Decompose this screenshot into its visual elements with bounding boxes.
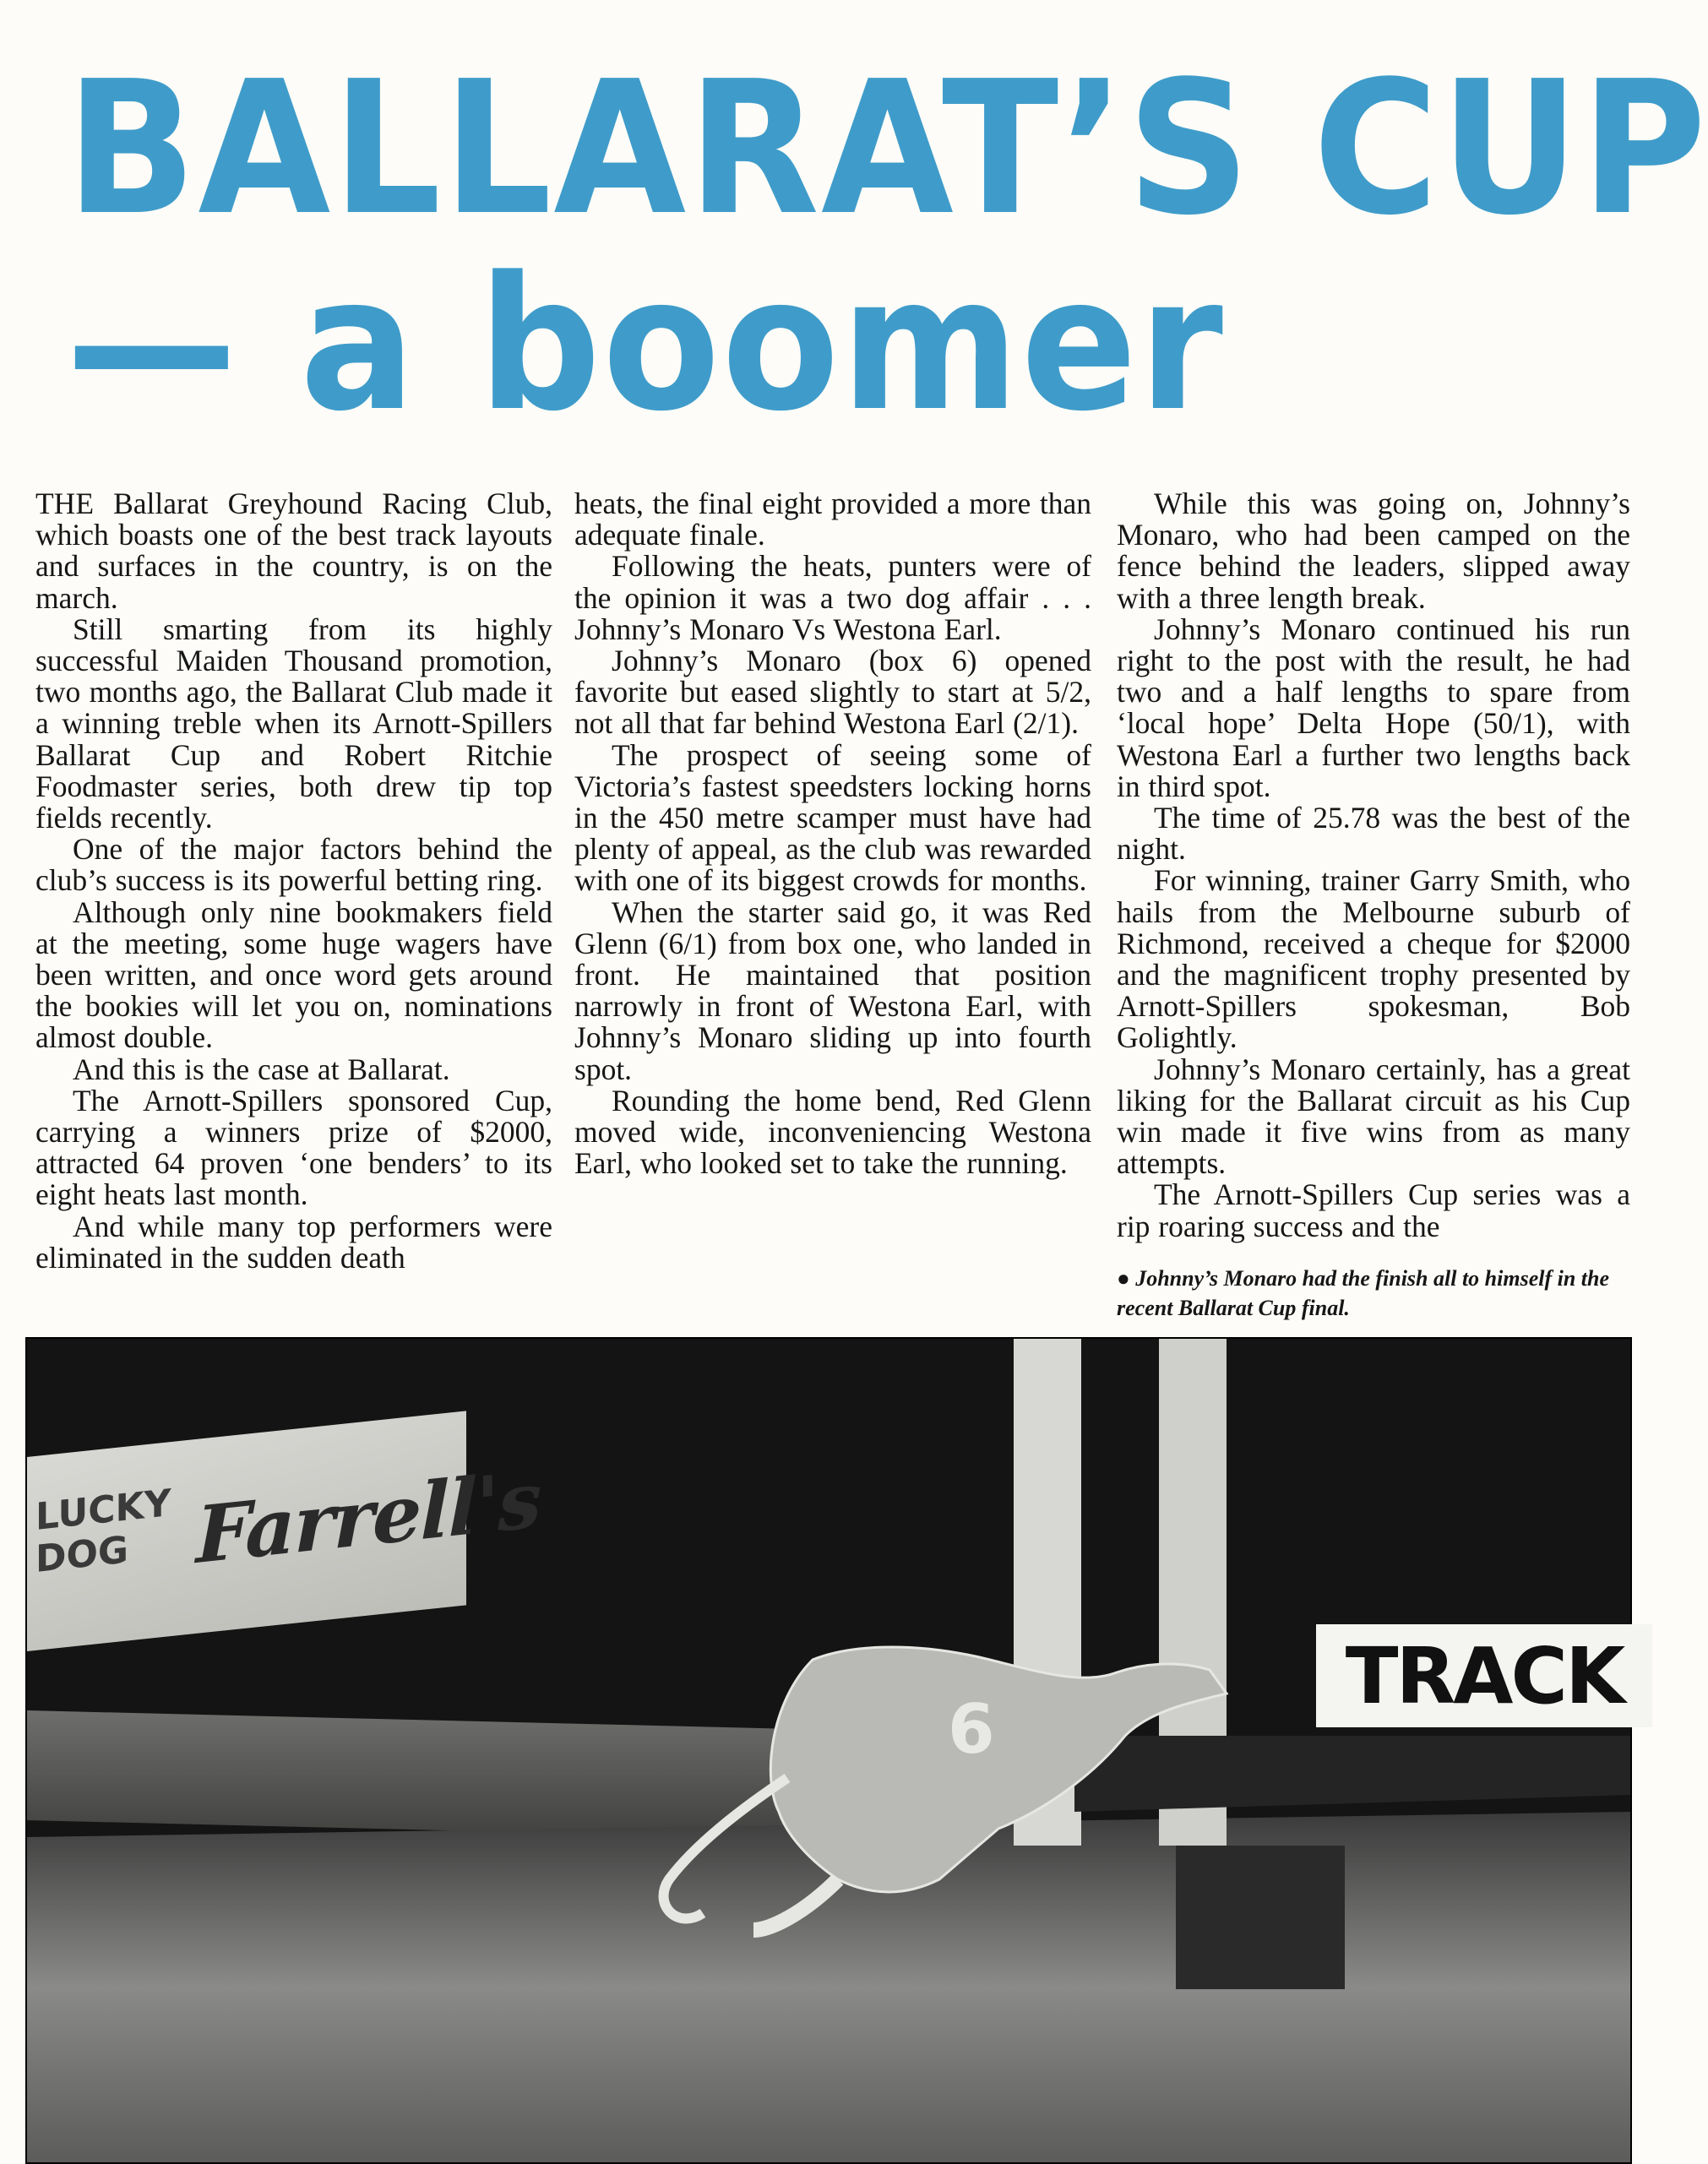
track-sign: TRACK <box>1316 1624 1652 1727</box>
farrells-text: Farrell's <box>196 1454 541 1581</box>
paragraph: And while many top performers were eliminated in the sudden death <box>35 1209 552 1275</box>
paragraph: Johnny’s Monaro (box 6) opened favorite but eased slightly to start at 5/2, not all that far behind Westona Earl (2/1). <box>574 644 1091 741</box>
paragraph: One of the major factors behind the club’s success is its powerful betting ring. <box>35 832 552 898</box>
race-photo <box>25 1337 1632 2164</box>
article-column-1 <box>35 488 552 1274</box>
headline-line-1: BALLARAT’S CUP <box>66 42 1708 256</box>
paragraph: The prospect of seeing some of Victoria’s fastest speedsters locking horns in the 450 metre scamper must have had plenty of appeal, as the club was rewarded with one of its biggest crowds for months. <box>574 737 1091 898</box>
paragraph: And this is the case at Ballarat. <box>73 1052 450 1086</box>
paragraph: When the starter said go, it was Red Glenn (6/1) from box one, who landed in front. He maintained that position narrowly in front of Westona Earl, with Johnny’s Monaro sliding up into fourth spot. <box>574 894 1091 1086</box>
caption-text: Johnny’s Monaro had the finish all to himself in the recent Ballarat Cup final. <box>1117 1266 1610 1320</box>
race-number: 6 <box>948 1690 995 1769</box>
paragraph: While this was going on, Johnny’s Monaro, who had been camped on the fence behind the leaders, slipped away with a three length break. <box>1117 487 1630 615</box>
paragraph: Following the heats, punters were of the opinion it was a two dog affair . . . Johnny’s Monaro Vs Westona Earl. <box>574 549 1091 646</box>
paragraph: Rounding the home bend, Red Glenn moved wide, inconveniencing Westona Earl, who looked set to take the running. <box>574 1083 1091 1181</box>
headline-line-2: — a boomer <box>66 238 1225 452</box>
paragraph: The Arnott-Spillers Cup series was a rip roaring success and the <box>1117 1177 1630 1243</box>
paragraph: Johnny’s Monaro certainly, has a great liking for the Ballarat circuit as his Cup win made it five wins from as many attempts. <box>1117 1052 1630 1181</box>
paragraph: For winning, trainer Garry Smith, who hails from the Melbourne suburb of Richmond, received a cheque for $2000 and the magnificent trophy presented by Arnott-Spillers spokesman, Bob Golightly. <box>1117 863 1630 1055</box>
paragraph: Although only nine bookmakers field at the meeting, some huge wagers have been written, and once word gets around the bookies will let you on, nominations almost double. <box>35 894 552 1055</box>
lucky-dog-text: LUCKY DOG <box>35 1482 171 1581</box>
paragraph: The Arnott-Spillers sponsored Cup, carrying a winners prize of $2000, attracted 64 proven ‘one benders’ to its eight heats last month. <box>35 1083 552 1212</box>
article-column-2 <box>574 488 1091 1179</box>
bullet-icon: ● <box>1117 1266 1130 1291</box>
paragraph: Still smarting from its highly successful Maiden Thousand promotion, two months ago, the Ballarat Club made it a winning treble when its Arnott-Spillers Ballarat Cup and Robert Ritchie Foodmaster series, both drew tip top fields recently. <box>35 612 552 835</box>
article-column-3 <box>1117 488 1630 1242</box>
paragraph: THE Ballarat Greyhound Racing Club, which boasts one of the best track layouts and surfaces in the country, is on the march. <box>35 487 552 615</box>
paragraph: The time of 25.78 was the best of the night. <box>1117 801 1630 867</box>
paragraph: heats, the final eight provided a more than adequate finale. <box>574 487 1091 552</box>
photo-caption <box>1117 1264 1630 1323</box>
paragraph: Johnny’s Monaro continued his run right to the post with the result, he had two and a half lengths to spare from ‘local hope’ Delta Hope (50/1), with Westona Earl a further two lengths back in third spot. <box>1117 612 1630 803</box>
sign-post <box>1176 1846 1345 1989</box>
